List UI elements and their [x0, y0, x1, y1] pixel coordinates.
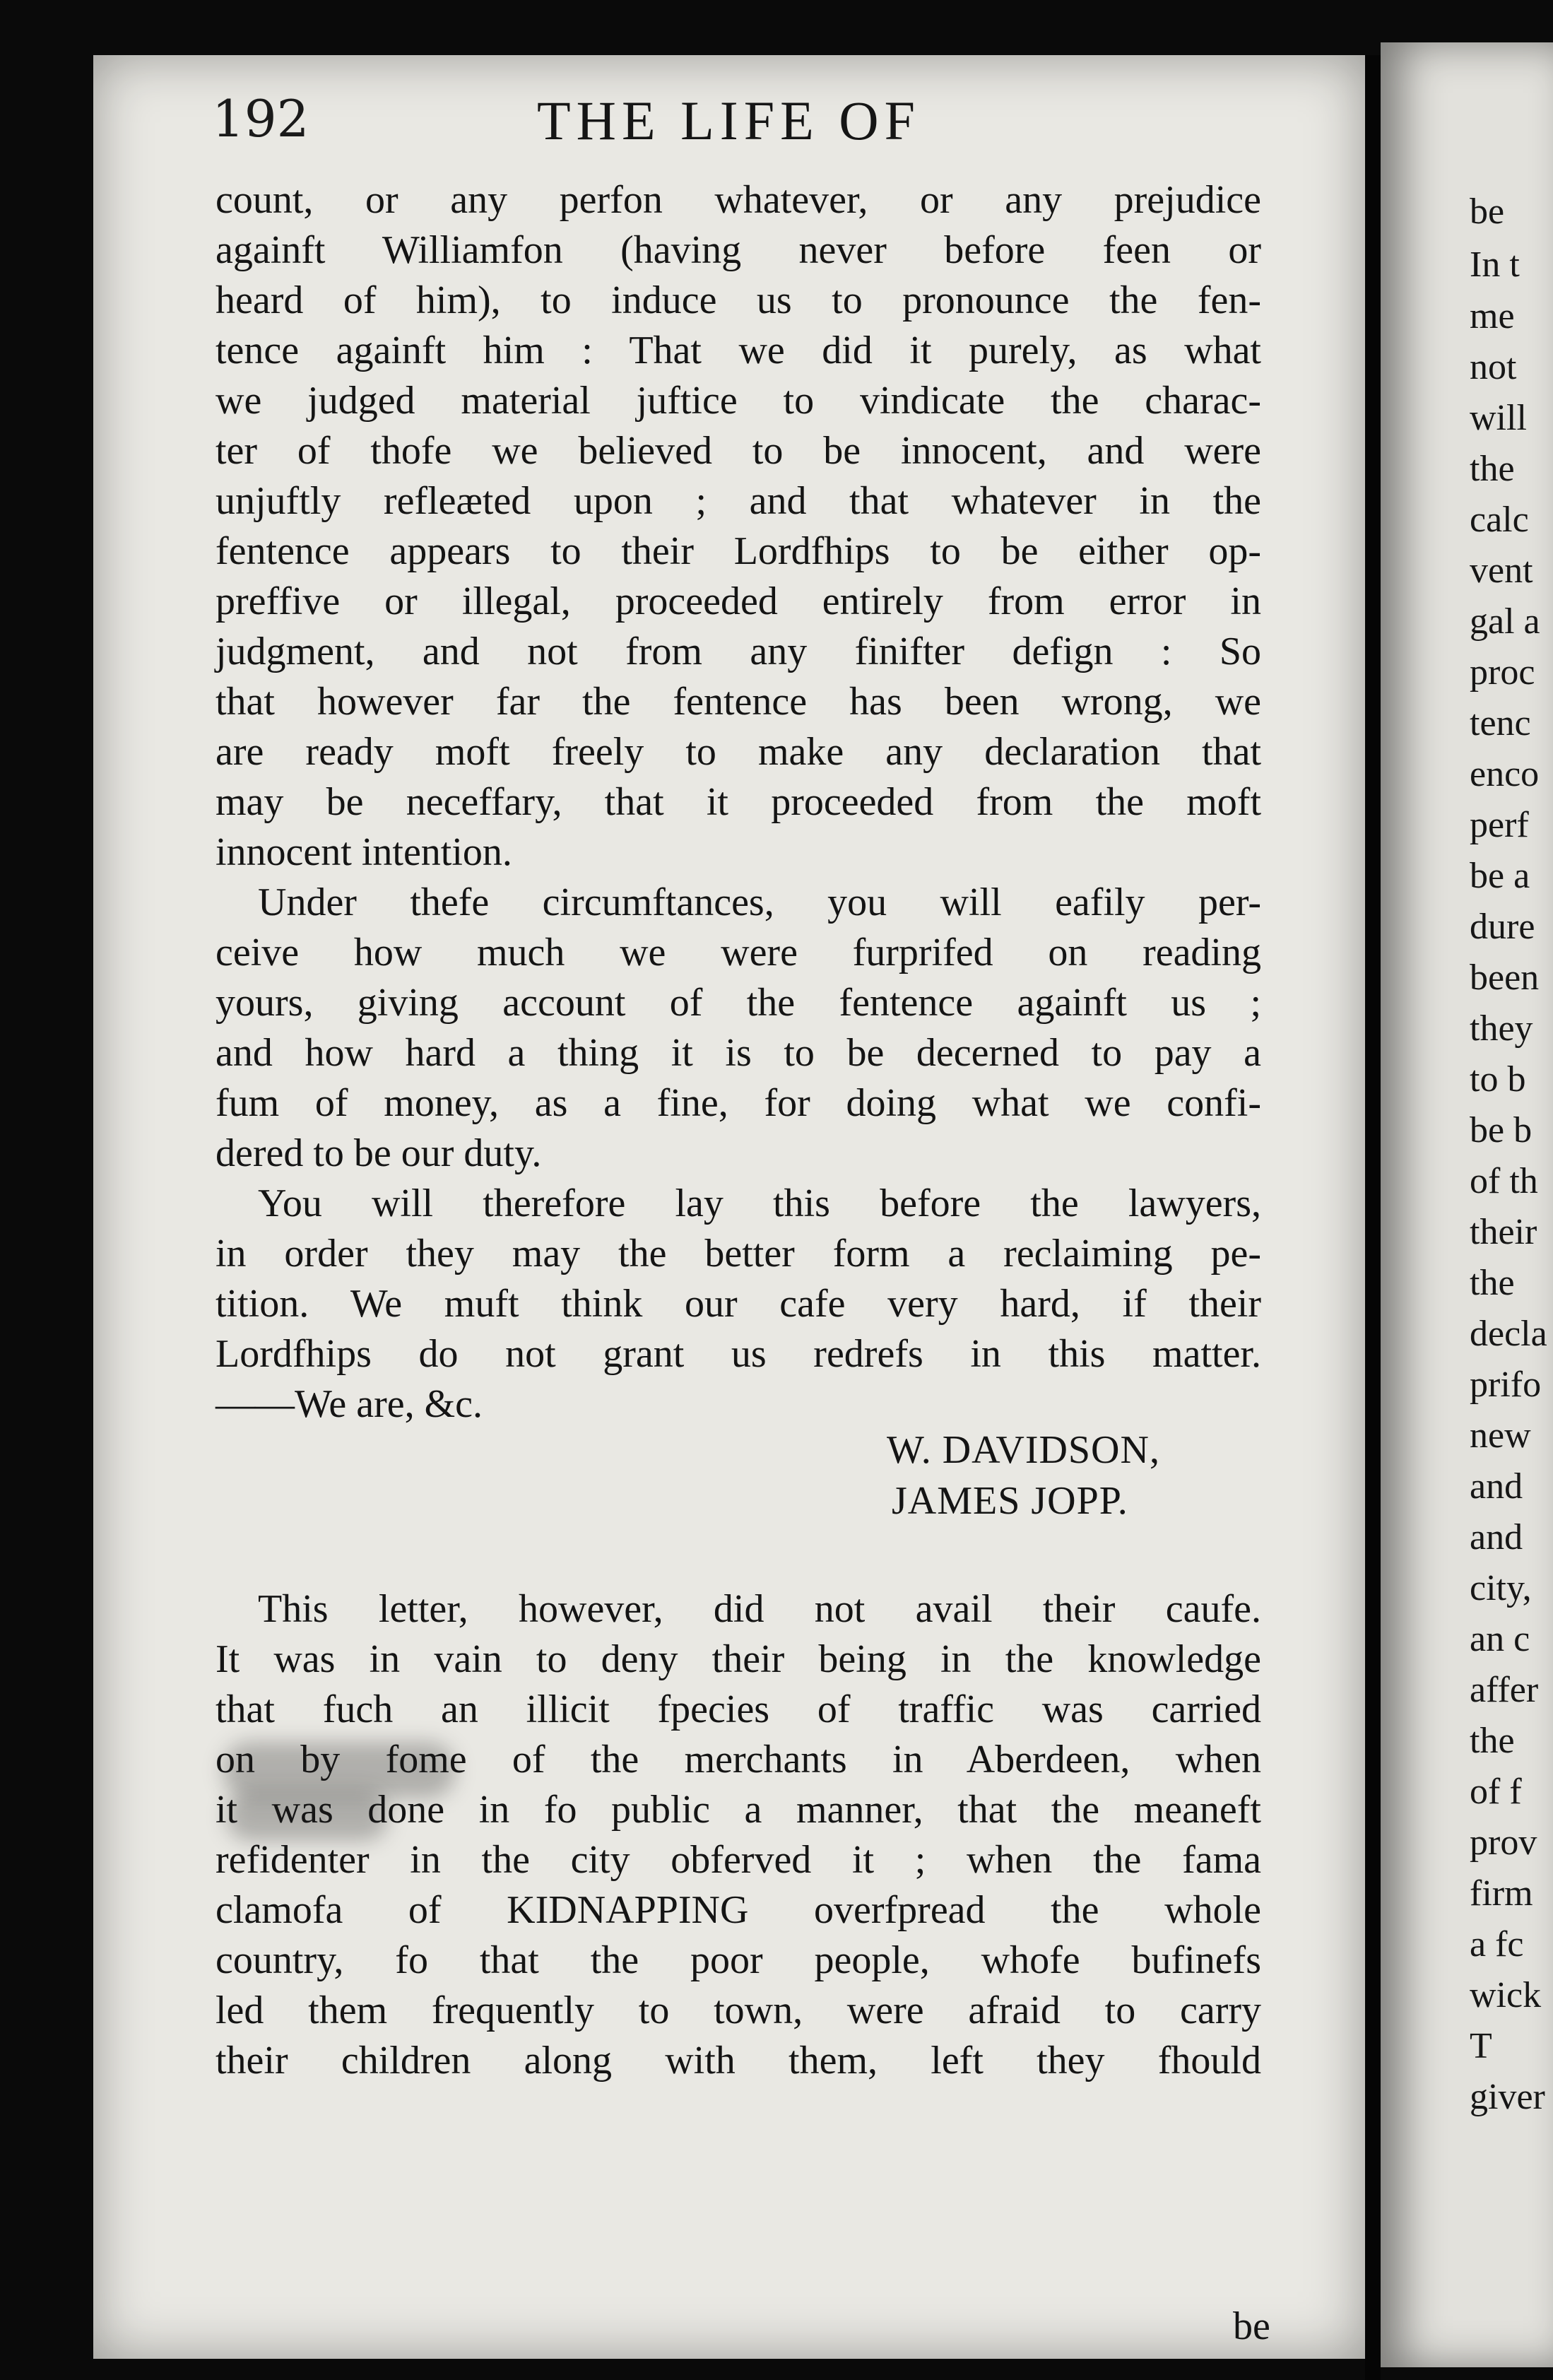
right-page-line: affer [1470, 1670, 1539, 1710]
text-line: Under thefe circumftances, you will eafily per- [258, 880, 1261, 924]
right-page-line: wick [1470, 1975, 1542, 2015]
right-page-line: be [1470, 192, 1505, 232]
right-page-line: not [1470, 347, 1517, 387]
text-line: unjuftly refleæted upon ; and that whatever in the [215, 479, 1261, 523]
text-line: ceive how much we were furprifed on reading [215, 931, 1261, 974]
text-line: innocent intention. [215, 830, 512, 874]
text-line: led them frequently to town, were afraid to carry [215, 1989, 1261, 2032]
right-page-line: be a [1470, 856, 1530, 896]
right-page-line: dure [1470, 907, 1535, 947]
text-line: that fuch an illicit fpecies of traffic was carried [215, 1687, 1261, 1731]
right-page-line: vent [1470, 550, 1533, 591]
text-line: we judged material juftice to vindicate the charac- [215, 379, 1261, 423]
ink-smudge [226, 1791, 389, 1841]
right-page-line: prifo [1470, 1365, 1542, 1405]
right-page-line: of f [1470, 1772, 1522, 1812]
text-line: dered to be our duty. [215, 1131, 542, 1175]
running-head [0, 89, 1553, 160]
right-page-line: they [1470, 1008, 1533, 1049]
text-line: againft Williamfon (having never before feen or [215, 228, 1261, 272]
text-line: that however far the fentence has been wrong, we [215, 680, 1261, 724]
right-page-line: calc [1470, 500, 1529, 540]
right-page-line: to b [1470, 1059, 1526, 1100]
text-line: refidenter in the city obferved it ; when the fama [215, 1838, 1261, 1882]
right-page-line: a fc [1470, 1924, 1524, 1964]
text-line: fentence appears to their Lordfhips to be either op- [215, 529, 1261, 573]
text-line: It was in vain to deny their being in the knowledge [215, 1637, 1261, 1681]
right-page-line: perf [1470, 805, 1529, 845]
right-page-line: proc [1470, 652, 1535, 693]
right-page-line: In t [1470, 245, 1520, 285]
right-page-line: and [1470, 1517, 1523, 1557]
text-line: yours, giving account of the fentence againft us ; [215, 981, 1261, 1025]
right-page-line: prov [1470, 1822, 1537, 1863]
right-page-line: enco [1470, 754, 1540, 794]
right-page-line: T [1470, 2026, 1492, 2066]
text-line: their children along with them, left they fhould [215, 2039, 1261, 2082]
text-line: preffive or illegal, proceeded entirely from error in [215, 579, 1261, 623]
right-page-line: me [1470, 296, 1515, 336]
text-line: country, fo that the poor people, whofe bufinefs [215, 1938, 1261, 1982]
catchword: be [1233, 2304, 1270, 2348]
text-line: in order they may the better form a reclaiming pe- [215, 1232, 1261, 1276]
signature-line-2: JAMES JOPP. [892, 1479, 1128, 1523]
right-page-line: be b [1470, 1110, 1533, 1150]
text-line: fum of money, as a fine, for doing what we confi- [215, 1081, 1261, 1125]
right-page-line: an c [1470, 1619, 1530, 1659]
text-line: heard of him), to induce us to pronounce the fen- [215, 278, 1261, 322]
text-line: may be neceffary, that it proceeded from the moft [215, 780, 1261, 824]
text-line: tition. We muft think our cafe very hard, if their [215, 1282, 1261, 1326]
text-line: judgment, and not from any finifter defign : So [215, 630, 1261, 673]
text-line: count, or any perfon whatever, or any prejudice [215, 178, 1261, 222]
text-line: This letter, however, did not avail their caufe. [258, 1587, 1261, 1631]
right-page-line: the [1470, 449, 1515, 489]
signature-line-1: W. DAVIDSON, [887, 1428, 1160, 1472]
text-line: it was done in fo public a manner, that the meaneft [215, 1788, 1261, 1832]
letter-body [215, 175, 1261, 1430]
right-page [1381, 42, 1553, 2367]
text-line: ter of thofe we believed to be innocent, and were [215, 429, 1261, 473]
right-page-line: the [1470, 1263, 1515, 1303]
book-gutter [1365, 55, 1381, 2380]
text-line: Lordfhips do not grant us redrefs in this matter. [215, 1332, 1261, 1376]
text-line: and how hard a thing it is to be decerned to pay a [215, 1031, 1261, 1075]
right-page-line: the [1470, 1721, 1515, 1761]
right-page-line: new [1470, 1415, 1531, 1456]
right-page-line: of th [1470, 1161, 1538, 1201]
text-line: You will therefore lay this before the lawyers, [258, 1182, 1261, 1225]
right-page-line: firm [1470, 1873, 1533, 1914]
right-page-line: giver [1470, 2077, 1545, 2117]
right-page-line: decla [1470, 1314, 1547, 1354]
right-page-line: and [1470, 1466, 1523, 1507]
right-page-line: gal a [1470, 601, 1540, 642]
text-line: ——We are, &c. [215, 1382, 483, 1426]
running-title: THE LIFE OF [537, 90, 921, 151]
right-page-line: their [1470, 1212, 1537, 1252]
text-line: clamofa of KIDNAPPING overfpread the whole [215, 1888, 1261, 1932]
right-page-line: will [1470, 398, 1527, 438]
text-line: tence againft him : That we did it purely, as what [215, 329, 1261, 372]
text-line: on by fome of the merchants in Aberdeen, when [215, 1738, 1261, 1781]
ink-smudge [223, 1742, 456, 1798]
right-page-line: city, [1470, 1568, 1532, 1608]
right-page-line: tenc [1470, 703, 1531, 743]
right-page-line: been [1470, 958, 1540, 998]
page-number: 192 [212, 89, 309, 148]
text-line: are ready moft freely to make any declaration that [215, 730, 1261, 774]
